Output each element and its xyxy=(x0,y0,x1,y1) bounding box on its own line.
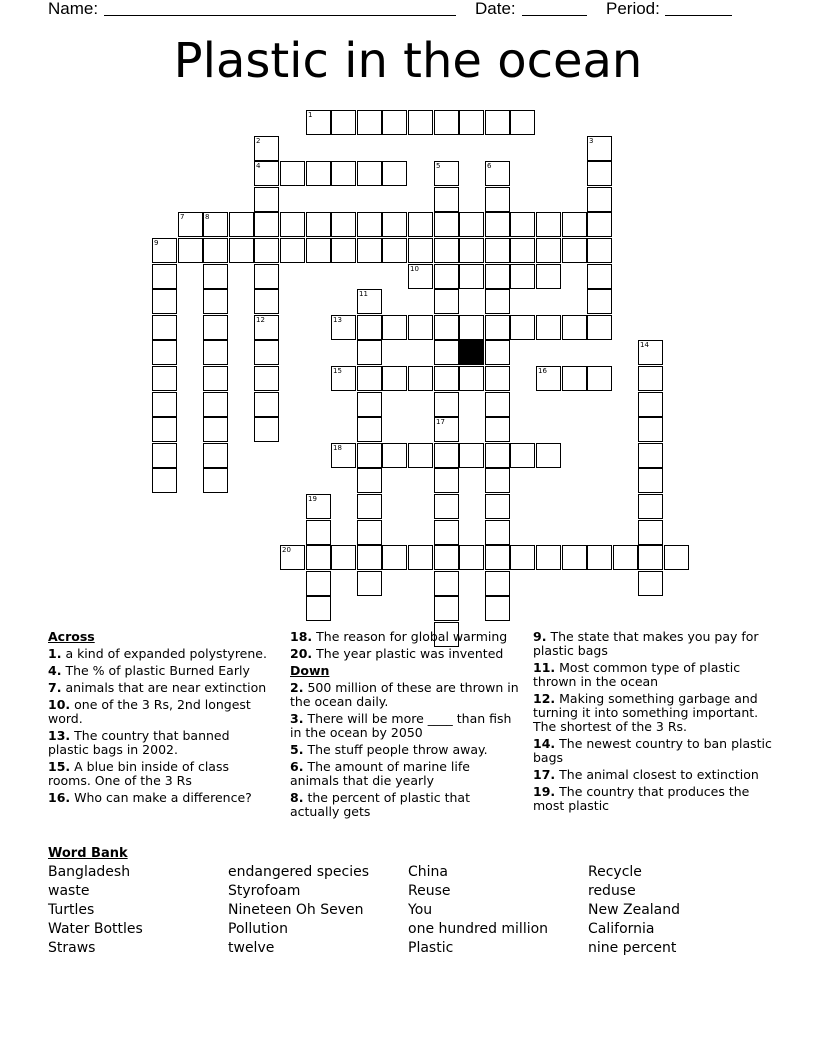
clue-number: 12 xyxy=(256,316,265,324)
crossword-cell[interactable] xyxy=(357,571,382,596)
down-clue: 3. There will be more ____ than fish in the ocean by 2050 xyxy=(290,711,512,740)
crossword-cell[interactable] xyxy=(434,340,459,365)
crossword-cell[interactable] xyxy=(536,443,561,468)
across-clue: 15. A blue bin inside of class rooms. One of the 3 Rs xyxy=(48,759,229,788)
crossword-cell[interactable] xyxy=(562,366,587,391)
crossword-cell[interactable] xyxy=(587,264,612,289)
crossword-cell[interactable] xyxy=(485,187,510,212)
black-cell xyxy=(459,340,484,365)
crossword-cell[interactable] xyxy=(382,161,407,186)
across-clue: 10. one of the 3 Rs, 2nd longest word. xyxy=(48,697,251,726)
crossword-cell[interactable] xyxy=(638,366,663,391)
clue-number: 1 xyxy=(308,111,313,119)
crossword-cell[interactable] xyxy=(434,520,459,545)
crossword-cell[interactable] xyxy=(306,596,331,621)
crossword-cell[interactable] xyxy=(408,212,433,237)
crossword-cell[interactable] xyxy=(229,212,254,237)
crossword-cell[interactable] xyxy=(408,443,433,468)
crossword-cell[interactable] xyxy=(408,110,433,135)
crossword-cell[interactable] xyxy=(638,392,663,417)
word-bank-item: New Zealand xyxy=(588,902,680,918)
crossword-cell[interactable] xyxy=(434,187,459,212)
crossword-cell[interactable] xyxy=(434,238,459,263)
crossword-cell[interactable] xyxy=(459,212,484,237)
period-label: Period: xyxy=(606,0,660,18)
crossword-cell[interactable] xyxy=(434,366,459,391)
crossword-cell[interactable] xyxy=(536,315,561,340)
clue-number: 16 xyxy=(538,367,547,375)
crossword-cell[interactable] xyxy=(485,161,510,186)
crossword-cell[interactable] xyxy=(254,417,279,442)
crossword-cell[interactable] xyxy=(357,392,382,417)
crossword-cell[interactable] xyxy=(203,443,228,468)
crossword-cell[interactable] xyxy=(254,187,279,212)
crossword-cell[interactable] xyxy=(434,392,459,417)
crossword-cell[interactable] xyxy=(331,366,356,391)
crossword-cell[interactable] xyxy=(254,238,279,263)
crossword-cell[interactable] xyxy=(357,110,382,135)
word-bank-item: California xyxy=(588,921,655,937)
crossword-cell[interactable] xyxy=(638,520,663,545)
crossword-cell[interactable] xyxy=(485,571,510,596)
crossword-cell[interactable] xyxy=(485,443,510,468)
clue-number: 10 xyxy=(410,265,419,273)
crossword-cell[interactable] xyxy=(638,571,663,596)
word-bank-item: endangered species xyxy=(228,864,370,880)
clue-number: 19 xyxy=(308,495,317,503)
crossword-cell[interactable] xyxy=(434,596,459,621)
down-clue: 5. The stuff people throw away. xyxy=(290,742,488,757)
crossword-cell[interactable] xyxy=(357,289,382,314)
name-label: Name: xyxy=(48,0,99,18)
crossword-cell[interactable] xyxy=(434,545,459,570)
word-bank-item: Water Bottles xyxy=(48,921,143,937)
word-bank-item: Pollution xyxy=(228,921,288,937)
crossword-cell[interactable] xyxy=(331,545,356,570)
crossword-cell[interactable] xyxy=(306,161,331,186)
crossword-cell[interactable] xyxy=(459,110,484,135)
down-clue: 8. the percent of plastic that actually gets xyxy=(290,790,470,819)
crossword-cell[interactable] xyxy=(178,212,203,237)
word-bank-item: Straws xyxy=(48,940,96,956)
crossword-cell[interactable] xyxy=(152,468,177,493)
crossword-cell[interactable] xyxy=(434,289,459,314)
crossword-cell[interactable] xyxy=(331,238,356,263)
crossword-cell[interactable] xyxy=(382,110,407,135)
crossword-cell[interactable] xyxy=(485,289,510,314)
crossword-cell[interactable] xyxy=(536,212,561,237)
crossword-cell[interactable] xyxy=(280,238,305,263)
word-bank-item: waste xyxy=(48,883,90,899)
crossword-cell[interactable] xyxy=(459,443,484,468)
clue-number: 4 xyxy=(256,162,261,170)
crossword-cell[interactable] xyxy=(203,289,228,314)
crossword-cell[interactable] xyxy=(510,545,535,570)
crossword-cell[interactable] xyxy=(306,545,331,570)
crossword-cell[interactable] xyxy=(254,289,279,314)
crossword-cell[interactable] xyxy=(485,264,510,289)
down-clue: 6. The amount of marine life animals that die yearly xyxy=(290,759,470,788)
across-clue: 18. The reason for global warming xyxy=(290,629,508,644)
crossword-cell[interactable] xyxy=(485,340,510,365)
crossword-cell[interactable] xyxy=(485,545,510,570)
crossword-cell[interactable] xyxy=(382,366,407,391)
crossword-cell[interactable] xyxy=(331,315,356,340)
crossword-cell[interactable] xyxy=(408,545,433,570)
crossword-cell[interactable] xyxy=(152,340,177,365)
clues-column-2 xyxy=(290,630,520,822)
crossword-cell[interactable] xyxy=(459,366,484,391)
clue-number: 7 xyxy=(180,213,185,221)
crossword-cell[interactable] xyxy=(485,366,510,391)
word-bank-item: Styrofoam xyxy=(228,883,301,899)
crossword-cell[interactable] xyxy=(254,136,279,161)
clue-number: 2 xyxy=(256,137,261,145)
word-bank-item: You xyxy=(408,902,433,918)
crossword-cell[interactable] xyxy=(587,315,612,340)
crossword-cell[interactable] xyxy=(331,161,356,186)
crossword-cell[interactable] xyxy=(459,545,484,570)
crossword-cell[interactable] xyxy=(459,264,484,289)
crossword-cell[interactable] xyxy=(306,494,331,519)
crossword-cell[interactable] xyxy=(664,545,689,570)
crossword-cell[interactable] xyxy=(254,161,279,186)
crossword-cell[interactable] xyxy=(638,443,663,468)
crossword-cell[interactable] xyxy=(152,417,177,442)
crossword-cell[interactable] xyxy=(638,417,663,442)
crossword-cell[interactable] xyxy=(434,494,459,519)
crossword-cell[interactable] xyxy=(434,417,459,442)
date-label: Date: xyxy=(475,0,516,18)
crossword-cell[interactable] xyxy=(382,238,407,263)
crossword-cell[interactable] xyxy=(536,238,561,263)
crossword-cell[interactable] xyxy=(536,545,561,570)
crossword-cell[interactable] xyxy=(331,110,356,135)
crossword-cell[interactable] xyxy=(203,392,228,417)
crossword-cell[interactable] xyxy=(510,443,535,468)
crossword-cell[interactable] xyxy=(152,264,177,289)
crossword-cell[interactable] xyxy=(357,545,382,570)
crossword-cell[interactable] xyxy=(357,238,382,263)
word-bank-item: China xyxy=(408,864,448,880)
down-clue: 19. The country that produces the most plastic xyxy=(533,784,750,813)
crossword-cell[interactable] xyxy=(254,366,279,391)
down-clue: 2. 500 million of these are thrown in the ocean daily. xyxy=(290,680,519,709)
crossword-cell[interactable] xyxy=(434,264,459,289)
crossword-cell[interactable] xyxy=(152,238,177,263)
crossword-cell[interactable] xyxy=(254,392,279,417)
down-clue: 9. The state that makes you pay for plastic bags xyxy=(533,629,759,658)
across-clue: 16. Who can make a difference? xyxy=(48,790,252,805)
word-bank-item: Recycle xyxy=(588,864,642,880)
crossword-cell[interactable] xyxy=(306,110,331,135)
crossword-cell[interactable] xyxy=(562,212,587,237)
crossword-cell[interactable] xyxy=(152,392,177,417)
word-bank-column xyxy=(408,863,548,958)
across-clue: 7. animals that are near extinction xyxy=(48,680,267,695)
crossword-cell[interactable] xyxy=(485,315,510,340)
crossword-cell[interactable] xyxy=(459,315,484,340)
crossword-cell[interactable] xyxy=(382,212,407,237)
crossword-cell[interactable] xyxy=(280,161,305,186)
crossword-cell[interactable] xyxy=(203,417,228,442)
clue-number: 18 xyxy=(333,444,342,452)
crossword-cell[interactable] xyxy=(613,545,638,570)
crossword-cell[interactable] xyxy=(485,468,510,493)
word-bank-item: nine percent xyxy=(588,940,677,956)
crossword-cell[interactable] xyxy=(203,468,228,493)
crossword-cell[interactable] xyxy=(357,494,382,519)
crossword-cell[interactable] xyxy=(331,443,356,468)
crossword-cell[interactable] xyxy=(587,161,612,186)
crossword-cell[interactable] xyxy=(357,468,382,493)
crossword-cell[interactable] xyxy=(587,187,612,212)
clues-column-3 xyxy=(533,630,773,816)
crossword-cell[interactable] xyxy=(459,238,484,263)
crossword-cell[interactable] xyxy=(562,545,587,570)
word-bank-column xyxy=(228,863,369,958)
crossword-cell[interactable] xyxy=(280,212,305,237)
crossword-cell[interactable] xyxy=(152,289,177,314)
crossword-cell[interactable] xyxy=(510,110,535,135)
down-clue: 11. Most common type of plastic thrown in the ocean xyxy=(533,660,741,689)
crossword-cell[interactable] xyxy=(485,596,510,621)
crossword-cell[interactable] xyxy=(203,238,228,263)
crossword-cell[interactable] xyxy=(357,366,382,391)
word-bank-item: Bangladesh xyxy=(48,864,131,880)
crossword-cell[interactable] xyxy=(434,443,459,468)
crossword-cell[interactable] xyxy=(562,238,587,263)
crossword-cell[interactable] xyxy=(229,238,254,263)
word-bank-item: reduse xyxy=(588,883,636,899)
crossword-cell[interactable] xyxy=(536,264,561,289)
word-bank-item: Reuse xyxy=(408,883,451,899)
crossword-cell[interactable] xyxy=(638,494,663,519)
crossword-cell[interactable] xyxy=(408,264,433,289)
page-title: Plastic in the ocean xyxy=(173,33,643,89)
crossword-cell[interactable] xyxy=(306,571,331,596)
crossword-cell[interactable] xyxy=(357,417,382,442)
word-bank-item: Nineteen Oh Seven xyxy=(228,902,364,918)
crossword-cell[interactable] xyxy=(254,212,279,237)
across-clue: 1. a kind of expanded polystyrene. xyxy=(48,646,267,661)
crossword-cell[interactable] xyxy=(357,443,382,468)
crossword-cell[interactable] xyxy=(254,264,279,289)
word-bank-item: twelve xyxy=(228,940,275,956)
word-bank-column xyxy=(588,863,680,958)
crossword-cell[interactable] xyxy=(254,315,279,340)
crossword-cell[interactable] xyxy=(485,417,510,442)
crossword-cell[interactable] xyxy=(587,366,612,391)
down-clue: 17. The animal closest to extinction xyxy=(533,767,759,782)
crossword-cell[interactable] xyxy=(434,212,459,237)
crossword-cell[interactable] xyxy=(382,315,407,340)
crossword-cell[interactable] xyxy=(587,136,612,161)
crossword-cell[interactable] xyxy=(306,212,331,237)
across-clue: 20. The year plastic was invented xyxy=(290,646,504,661)
clues-column-1 xyxy=(48,630,268,808)
crossword-cell[interactable] xyxy=(485,392,510,417)
word-bank-heading: Word Bank xyxy=(48,846,128,861)
word-bank-column xyxy=(48,863,143,958)
crossword-cell[interactable] xyxy=(152,315,177,340)
crossword-cell[interactable] xyxy=(203,212,228,237)
crossword-cell[interactable] xyxy=(357,212,382,237)
down-clue: 12. Making something garbage and turning it into something important. The shortest of the 3 Rs. xyxy=(533,691,759,734)
crossword-cell[interactable] xyxy=(306,520,331,545)
crossword-cell[interactable] xyxy=(638,468,663,493)
crossword-cell[interactable] xyxy=(254,340,279,365)
crossword-cell[interactable] xyxy=(485,520,510,545)
clue-number: 3 xyxy=(589,137,594,145)
crossword-cell[interactable] xyxy=(357,520,382,545)
clue-number: 17 xyxy=(436,418,445,426)
crossword-cell[interactable] xyxy=(434,161,459,186)
crossword-cell[interactable] xyxy=(587,212,612,237)
crossword-cell[interactable] xyxy=(587,545,612,570)
across-clue: 13. The country that banned plastic bags in 2002. xyxy=(48,728,230,757)
crossword-cell[interactable] xyxy=(485,110,510,135)
crossword-cell[interactable] xyxy=(152,366,177,391)
crossword-cell[interactable] xyxy=(587,289,612,314)
clue-number: 11 xyxy=(359,290,368,298)
crossword-cell[interactable] xyxy=(280,545,305,570)
clue-number: 9 xyxy=(154,239,159,247)
word-bank-item: one hundred million xyxy=(408,921,549,937)
crossword-cell[interactable] xyxy=(357,340,382,365)
crossword-cell[interactable] xyxy=(434,110,459,135)
crossword-cell[interactable] xyxy=(203,366,228,391)
crossword-cell[interactable] xyxy=(408,366,433,391)
clue-number: 6 xyxy=(487,162,492,170)
crossword-cell[interactable] xyxy=(357,161,382,186)
across-heading: Across xyxy=(48,629,95,644)
crossword-cell[interactable] xyxy=(510,212,535,237)
crossword-cell[interactable] xyxy=(485,494,510,519)
word-bank-item: Plastic xyxy=(408,940,454,956)
crossword-cell[interactable] xyxy=(510,315,535,340)
crossword-cell[interactable] xyxy=(510,238,535,263)
crossword-cell[interactable] xyxy=(434,468,459,493)
crossword-cell[interactable] xyxy=(178,238,203,263)
clue-number: 14 xyxy=(640,341,649,349)
crossword-cell[interactable] xyxy=(587,238,612,263)
down-heading: Down xyxy=(290,663,330,678)
word-bank-item: Turtles xyxy=(48,902,95,918)
crossword-cell[interactable] xyxy=(306,238,331,263)
crossword-cell[interactable] xyxy=(638,340,663,365)
crossword-cell[interactable] xyxy=(434,315,459,340)
crossword-cell[interactable] xyxy=(357,315,382,340)
crossword-cell[interactable] xyxy=(203,264,228,289)
crossword-cell[interactable] xyxy=(536,366,561,391)
clue-number: 13 xyxy=(333,316,342,324)
clue-number: 20 xyxy=(282,546,291,554)
clue-number: 5 xyxy=(436,162,441,170)
clue-number: 15 xyxy=(333,367,342,375)
across-clue: 4. The % of plastic Burned Early xyxy=(48,663,250,678)
crossword-cell[interactable] xyxy=(203,340,228,365)
crossword-cell[interactable] xyxy=(638,545,663,570)
crossword-cell[interactable] xyxy=(152,443,177,468)
crossword-cell[interactable] xyxy=(408,315,433,340)
crossword-cell[interactable] xyxy=(331,212,356,237)
clue-number: 8 xyxy=(205,213,210,221)
crossword-cell[interactable] xyxy=(562,315,587,340)
down-clue: 14. The newest country to ban plastic bags xyxy=(533,736,772,765)
crossword-cell[interactable] xyxy=(485,212,510,237)
crossword-cell[interactable] xyxy=(408,238,433,263)
crossword-cell[interactable] xyxy=(485,238,510,263)
crossword-cell[interactable] xyxy=(510,264,535,289)
crossword-cell[interactable] xyxy=(434,571,459,596)
crossword-cell[interactable] xyxy=(203,315,228,340)
crossword-cell[interactable] xyxy=(382,443,407,468)
crossword-cell[interactable] xyxy=(382,545,407,570)
